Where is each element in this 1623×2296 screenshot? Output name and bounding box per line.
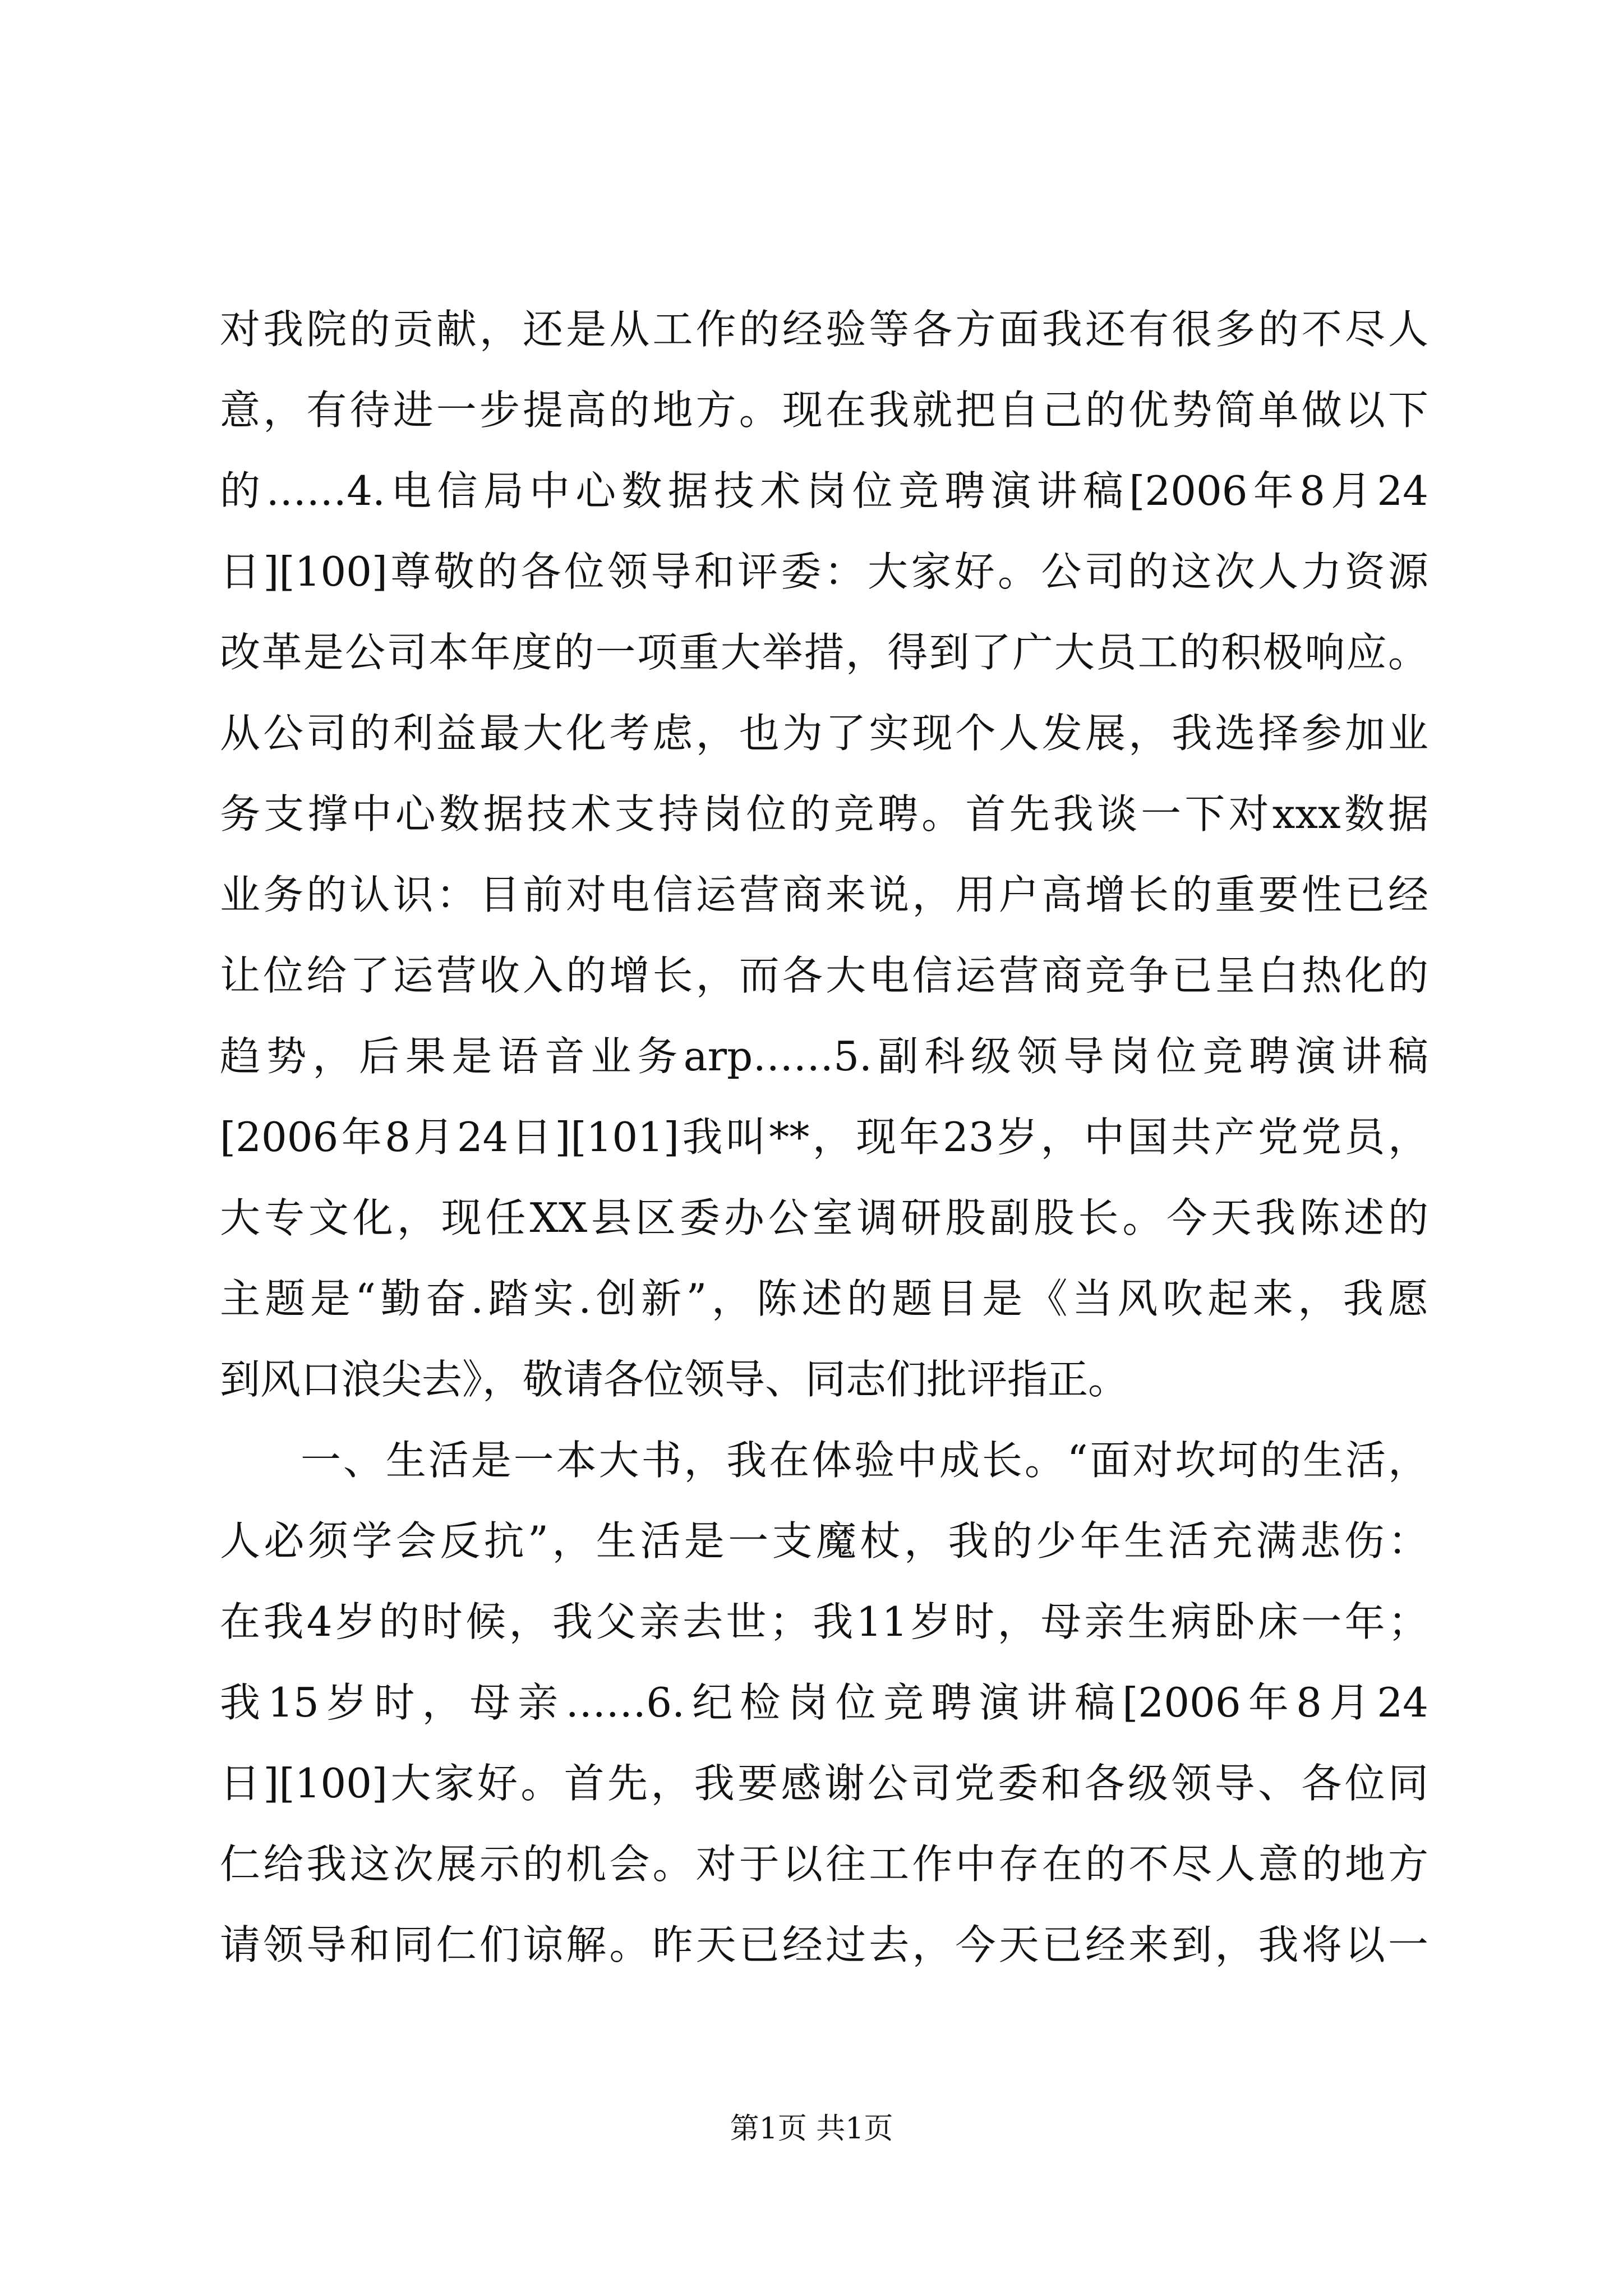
text-line: 人必须学会反抗”，生活是一支魔杖，我的少年生活充满悲伤： xyxy=(220,1517,1428,1565)
text-line: 让位给了运营收入的增长，而各大电信运营商竞争已呈白热化的 xyxy=(220,952,1428,999)
text-line: 对我院的贡献，还是从工作的经验等各方面我还有很多的不尽人 xyxy=(220,306,1428,353)
page-number-footer: 第1页 共1页 xyxy=(730,2112,893,2146)
text-line: 大专文化，现任XX县区委办公室调研股副股长。今天我陈述的 xyxy=(220,1194,1428,1241)
text-line: 从公司的利益最大化考虑，也为了实现个人发展，我选择参加业 xyxy=(220,710,1428,757)
text-line: 意，有待进一步提高的地方。现在我就把自己的优势简单做以下 xyxy=(220,386,1428,434)
text-line: 趋势，后果是语音业务arp……5.副科级领导岗位竞聘演讲稿 xyxy=(220,1033,1428,1080)
text-line: 改革是公司本年度的一项重大举措，得到了广大员工的积极响应。 xyxy=(220,629,1428,676)
text-line: 在我4岁的时候，我父亲去世；我11岁时，母亲生病卧床一年； xyxy=(220,1598,1428,1645)
text-line: 请领导和同仁们谅解。昨天已经过去，今天已经来到，我将以一 xyxy=(220,1921,1428,1968)
text-line: 主题是“勤奋.踏实.创新”，陈述的题目是《当风吹起来，我愿 xyxy=(220,1275,1428,1322)
text-line: 我15岁时，母亲……6.纪检岗位竞聘演讲稿[2006年8月24 xyxy=(220,1679,1428,1726)
paragraph-last-line: 到风口浪尖去》，敬请各位领导、同志们批评指正。 xyxy=(220,1356,1129,1403)
text-line: 仁给我这次展示的机会。对于以往工作中存在的不尽人意的地方 xyxy=(220,1841,1428,1888)
text-line: 的……4.电信局中心数据技术岗位竞聘演讲稿[2006年8月24 xyxy=(220,467,1428,514)
paragraph-first-line: 一、生活是一本大书，我在体验中成长。“面对坎坷的生活， xyxy=(301,1437,1428,1484)
text-line: [2006年8月24日][101]我叫**，现年23岁，中国共产党党员， xyxy=(220,1114,1428,1161)
text-line: 日][100]尊敬的各位领导和评委：大家好。公司的这次人力资源 xyxy=(220,548,1428,595)
document-body xyxy=(220,289,1428,1985)
text-line: 务支撑中心数据技术支持岗位的竞聘。首先我谈一下对xxx数据 xyxy=(220,790,1428,838)
text-line: 日][100]大家好。首先，我要感谢公司党委和各级领导、各位同 xyxy=(220,1760,1428,1807)
text-line: 业务的认识：目前对电信运营商来说，用户高增长的重要性已经 xyxy=(220,871,1428,918)
